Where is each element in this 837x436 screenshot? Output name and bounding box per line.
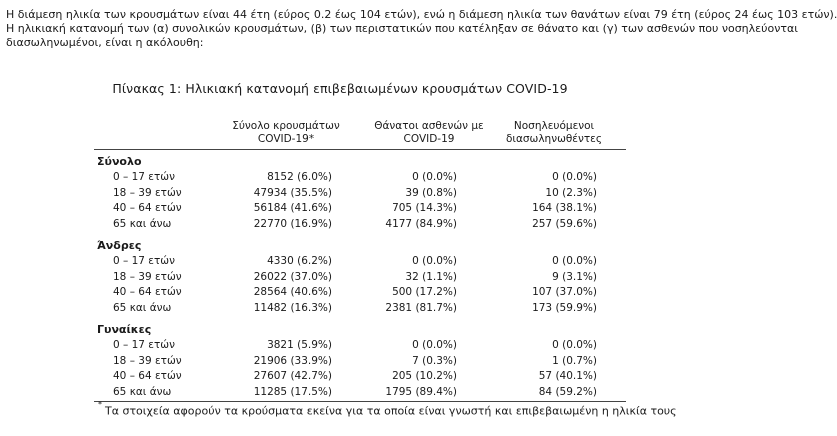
group-label: Άνδρες <box>97 239 142 252</box>
total-cases-cell: 22770 (16.9%) <box>253 217 332 230</box>
deaths-cell: 2381 (81.7%) <box>385 301 457 314</box>
group-label: Σύνολο <box>97 155 142 168</box>
header-intubated-line1: Νοσηλευόμενοι <box>513 120 595 132</box>
intubated-cell: 107 (37.0%) <box>532 286 597 298</box>
total-cases-cell: 11482 (16.3%) <box>253 301 332 314</box>
age-cell: 0 – 17 ετών <box>113 339 175 351</box>
age-cell: 40 – 64 ετών <box>113 202 182 214</box>
table-row <box>0 286 680 300</box>
intro-line: διασωληνωμένοι, είναι η ακόλουθη: <box>6 36 204 49</box>
header-deaths-line1: Θάνατοι ασθενών με <box>374 120 484 132</box>
deaths-cell: 7 (0.3%) <box>412 354 457 367</box>
deaths-cell: 4177 (84.9%) <box>385 217 457 230</box>
header-total-cases <box>216 120 356 146</box>
total-cases-cell: 56184 (41.6%) <box>253 202 332 214</box>
total-cases-cell: 28564 (40.6%) <box>253 286 332 298</box>
table-row <box>0 355 680 369</box>
intubated-cell: 57 (40.1%) <box>538 370 597 382</box>
total-cases-cell: 4330 (6.2%) <box>267 255 332 267</box>
intubated-cell: 164 (38.1%) <box>532 202 597 214</box>
age-cell: 65 και άνω <box>113 385 172 398</box>
intubated-cell: 84 (59.2%) <box>538 385 597 398</box>
footer-divider <box>94 401 626 402</box>
total-cases-cell: 27607 (42.7%) <box>253 370 332 382</box>
header-intubated-line2: διασωληνωθέντες <box>506 133 602 145</box>
deaths-cell: 705 (14.3%) <box>392 202 457 214</box>
total-cases-cell: 21906 (33.9%) <box>253 354 332 367</box>
table-row <box>0 171 680 185</box>
intro-line: Η ηλικιακή κατανομή των (α) συνολικών κρουσμάτων, (β) των περιστατικών που κατέληξαν σε θάνατο και (γ) των ασθενών που νοσηλεύονται <box>6 22 798 35</box>
age-cell: 18 – 39 ετών <box>113 186 182 199</box>
deaths-cell: 0 (0.0%) <box>412 339 457 351</box>
age-cell: 18 – 39 ετών <box>113 354 182 367</box>
table-row <box>0 370 680 384</box>
header-intubated <box>484 120 624 146</box>
table-row <box>0 339 680 353</box>
header-deaths <box>369 120 489 146</box>
age-cell: 0 – 17 ετών <box>113 255 175 267</box>
age-cell: 40 – 64 ετών <box>113 370 182 382</box>
deaths-cell: 0 (0.0%) <box>412 255 457 267</box>
deaths-cell: 1795 (89.4%) <box>385 385 457 398</box>
table-row <box>0 187 680 201</box>
total-cases-cell: 3821 (5.9%) <box>267 339 332 351</box>
deaths-cell: 32 (1.1%) <box>405 270 457 283</box>
table-row <box>0 271 680 285</box>
table-row <box>0 218 680 232</box>
intubated-cell: 0 (0.0%) <box>552 255 597 267</box>
age-cell: 18 – 39 ετών <box>113 270 182 283</box>
deaths-cell: 500 (17.2%) <box>392 286 457 298</box>
table-row <box>0 255 680 269</box>
table-title: Πίνακας 1: Ηλικιακή κατανομή επιβεβαιωμένων κρουσμάτων COVID-19 <box>112 81 568 96</box>
intro-line: Η διάμεση ηλικία των κρουσμάτων είναι 44 έτη (εύρος 0.2 έως 104 ετών), ενώ η διάμεση ηλικία των θανάτων είναι 79 έτη (εύρος 24 έως 103 ετών). <box>6 8 837 21</box>
group-label: Γυναίκες <box>97 323 152 336</box>
intubated-cell: 0 (0.0%) <box>552 171 597 183</box>
deaths-cell: 39 (0.8%) <box>405 186 457 199</box>
intubated-cell: 10 (2.3%) <box>545 186 597 199</box>
intubated-cell: 173 (59.9%) <box>532 301 597 314</box>
header-divider <box>94 149 626 150</box>
age-cell: 40 – 64 ετών <box>113 286 182 298</box>
footnote <box>98 400 677 418</box>
total-cases-cell: 11285 (17.5%) <box>253 385 332 398</box>
intro-paragraph <box>6 8 837 50</box>
footnote-text: Τα στοιχεία αφορούν τα κρούσματα εκείνα για τα οποία είναι γνωστή και επιβεβαιωμένη η ηλικία τους <box>105 404 677 418</box>
age-cell: 0 – 17 ετών <box>113 171 175 183</box>
age-cell: 65 και άνω <box>113 217 172 230</box>
table-row <box>0 302 680 316</box>
deaths-cell: 0 (0.0%) <box>412 171 457 183</box>
deaths-cell: 205 (10.2%) <box>392 370 457 382</box>
header-deaths-line2: COVID-19 <box>403 133 455 145</box>
table-row <box>0 386 680 400</box>
table-row <box>0 202 680 216</box>
intubated-cell: 1 (0.7%) <box>552 354 597 367</box>
total-cases-cell: 26022 (37.0%) <box>253 270 332 283</box>
footnote-mark: * <box>98 400 102 409</box>
total-cases-cell: 47934 (35.5%) <box>253 186 332 199</box>
header-total-line2: COVID-19* <box>257 133 315 145</box>
total-cases-cell: 8152 (6.0%) <box>267 171 332 183</box>
age-cell: 65 και άνω <box>113 301 172 314</box>
header-total-line1: Σύνολο κρουσμάτων <box>232 120 340 132</box>
intubated-cell: 9 (3.1%) <box>552 270 597 283</box>
intubated-cell: 257 (59.6%) <box>532 217 597 230</box>
intubated-cell: 0 (0.0%) <box>552 339 597 351</box>
